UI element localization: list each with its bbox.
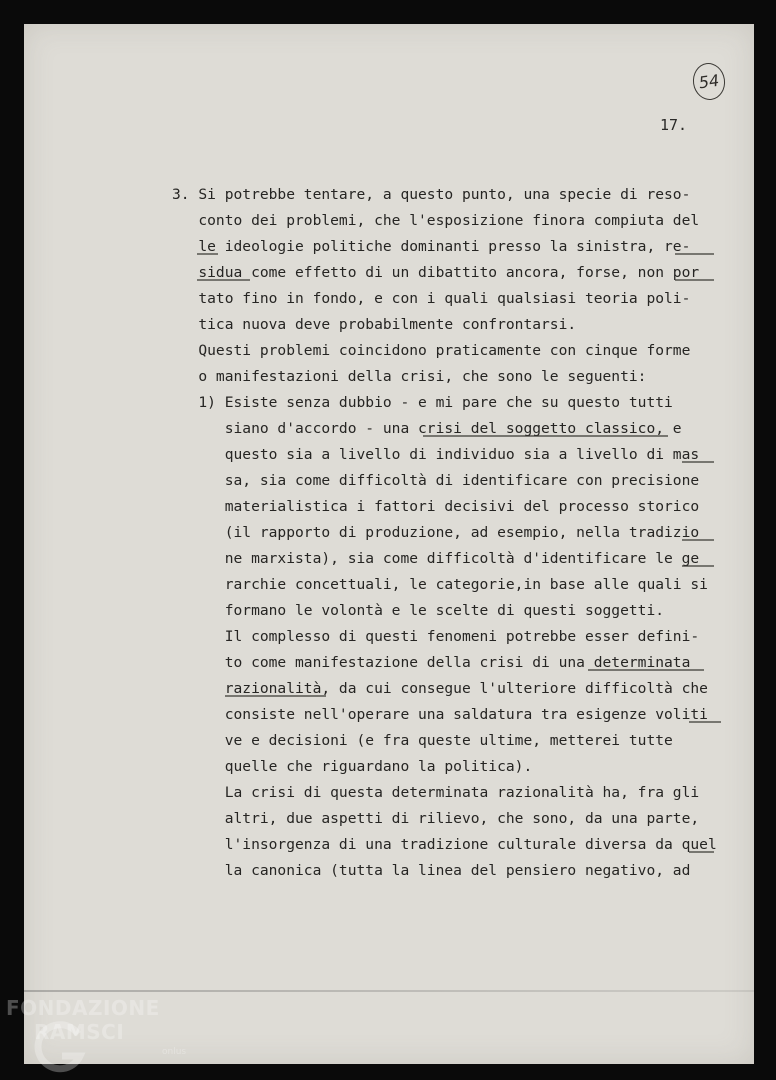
text-line: materialistica i fattori decisivi del processo storico [172, 498, 700, 515]
text-line: o manifestazioni della crisi, che sono le seguenti: [172, 368, 647, 385]
text-line: la canonica (tutta la linea del pensiero negativo, ad [172, 862, 691, 879]
text-line: to come manifestazione della crisi di una determinata [172, 654, 691, 671]
text-line: consiste nell'operare una saldatura tra esigenze voliti [172, 706, 708, 723]
text-line: 3. Si potrebbe tentare, a questo punto, una specie di reso- [172, 186, 691, 203]
text-line: Questi problemi coincidono praticamente con cinque forme [172, 342, 691, 359]
text-line: sa, sia come difficoltà di identificare con precisione [172, 472, 700, 489]
text-line: ve e decisioni (e fra queste ultime, metterei tutte [172, 732, 673, 749]
text-line: le ideologie politiche dominanti presso la sinistra, re- [172, 238, 691, 255]
text-line: conto dei problemi, che l'esposizione finora compiuta del [172, 212, 700, 229]
text-line: l'insorgenza di una tradizione culturale diversa da quel [172, 836, 717, 853]
page-number: 17. [660, 116, 688, 134]
text-line: questo sia a livello di individuo sia a livello di mas [172, 446, 700, 463]
text-line: formano le volontà e le scelte di questi soggetti. [172, 602, 665, 619]
watermark-line1: FONDAZIONE [6, 996, 160, 1020]
text-line: tato fino in fondo, e con i quali qualsiasi teoria poli- [172, 290, 691, 307]
text-line: sidua come effetto di un dibattito ancora, forse, non por [172, 264, 700, 281]
text-line: razionalità, da cui consegue l'ulteriore difficoltà che [172, 680, 708, 697]
text-line: Il complesso di questi fenomeni potrebbe esser defini- [172, 628, 700, 645]
folio-stamp [691, 61, 728, 102]
text-line: La crisi di questa determinata razionalità ha, fra gli [172, 784, 700, 801]
watermark-line3: onlus [162, 1047, 187, 1057]
text-line: (il rapporto di produzione, ad esempio, nella tradizio [172, 524, 700, 541]
underline-marks [24, 182, 754, 902]
text-line: quelle che riguardano la politica). [172, 758, 533, 775]
text-line: tica nuova deve probabilmente confrontarsi. [172, 316, 577, 333]
body-text [24, 182, 754, 1011]
text-line: ne marxista), sia come difficoltà d'identificare le ge [172, 550, 700, 567]
text-line: rarchie concettuali, le categorie,in base alle quali si [172, 576, 708, 593]
text-line: siano d'accordo - una crisi del soggetto classico, e [172, 420, 682, 437]
watermark-line2: RAMSCI [34, 1020, 125, 1044]
typewritten-page [24, 24, 754, 1064]
fondazione-gramsci-watermark [4, 992, 204, 1078]
text-line: altri, due aspetti di rilievo, che sono, da una parte, [172, 810, 700, 827]
folio-number: 54 [697, 70, 721, 93]
text-line: 1) Esiste senza dubbio - e mi pare che su questo tutti [172, 394, 673, 411]
